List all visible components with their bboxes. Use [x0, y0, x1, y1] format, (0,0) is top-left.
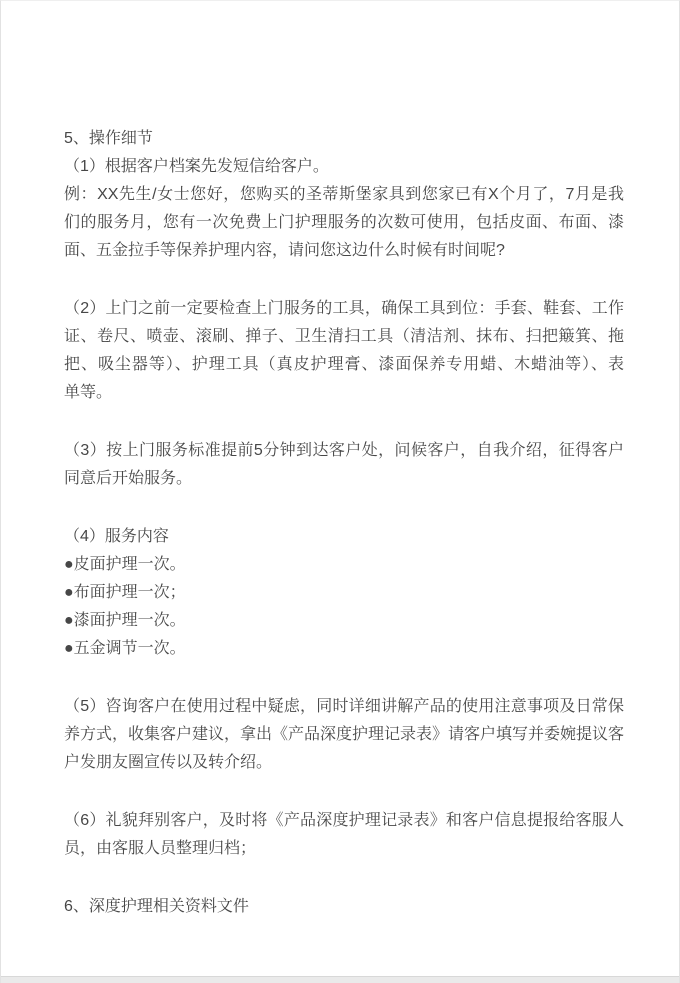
- text-line: 例：XX先生/女士您好，您购买的圣蒂斯堡家具到您家已有X个月了，7月是我: [64, 186, 624, 203]
- step-2-paragraph: [64, 295, 624, 407]
- text-line: （6）礼貌拜别客户，及时将《产品深度护理记录表》和客户信息提报给客服人: [64, 812, 624, 829]
- page-bottom-edge: [1, 976, 679, 983]
- section-6-heading: 6、深度护理相关资料文件: [64, 898, 249, 915]
- service-item: ●漆面护理一次。: [64, 612, 186, 629]
- text-line: 员，由客服人员整理归档；: [64, 840, 257, 857]
- service-item: ●五金调节一次。: [64, 640, 186, 657]
- step-3-paragraph: [64, 437, 624, 493]
- service-item: ●布面护理一次；: [64, 584, 186, 601]
- step-1-intro: （1）根据客户档案先发短信给客户。: [64, 158, 329, 175]
- text-line: 户发朋友圈宣传以及转介绍。: [64, 754, 273, 771]
- text-line: （5）咨询客户在使用过程中疑虑，同时详细讲解产品的使用注意事项及日常保: [64, 698, 624, 715]
- step-4-heading: （4）服务内容: [64, 528, 169, 545]
- text-line: 们的服务月，您有一次免费上门护理服务的次数可使用，包括皮面、布面、漆: [64, 214, 624, 231]
- step-4-paragraph: [64, 523, 624, 663]
- service-items-list: [64, 551, 624, 663]
- step-5-paragraph: [64, 693, 624, 777]
- step-6-paragraph: [64, 807, 624, 863]
- text-line: （3）按上门服务标准提前5分钟到达客户处，问候客户，自我介绍，征得客户: [64, 442, 624, 459]
- text-line: 单等。: [64, 384, 113, 401]
- text-line: 证、卷尺、喷壶、滚刷、掸子、卫生清扫工具（清洁剂、抹布、扫把簸箕、拖: [64, 328, 624, 345]
- text-line: 把、吸尘器等）、护理工具（真皮护理膏、漆面保养专用蜡、木蜡油等）、表: [64, 356, 624, 373]
- text-line: 面、五金拉手等保养护理内容，请问您这边什么时候有时间呢?: [64, 242, 505, 259]
- text-line: 养方式，收集客户建议，拿出《产品深度护理记录表》请客户填写并委婉提议客: [64, 726, 624, 743]
- step-1-example-paragraph: [64, 181, 624, 265]
- text-line: （2）上门之前一定要检查上门服务的工具，确保工具到位：手套、鞋套、工作: [64, 300, 624, 317]
- document-content: [64, 125, 624, 921]
- section-5-heading: 5、操作细节: [64, 130, 153, 147]
- service-item: ●皮面护理一次。: [64, 556, 186, 573]
- text-line: 同意后开始服务。: [64, 470, 193, 487]
